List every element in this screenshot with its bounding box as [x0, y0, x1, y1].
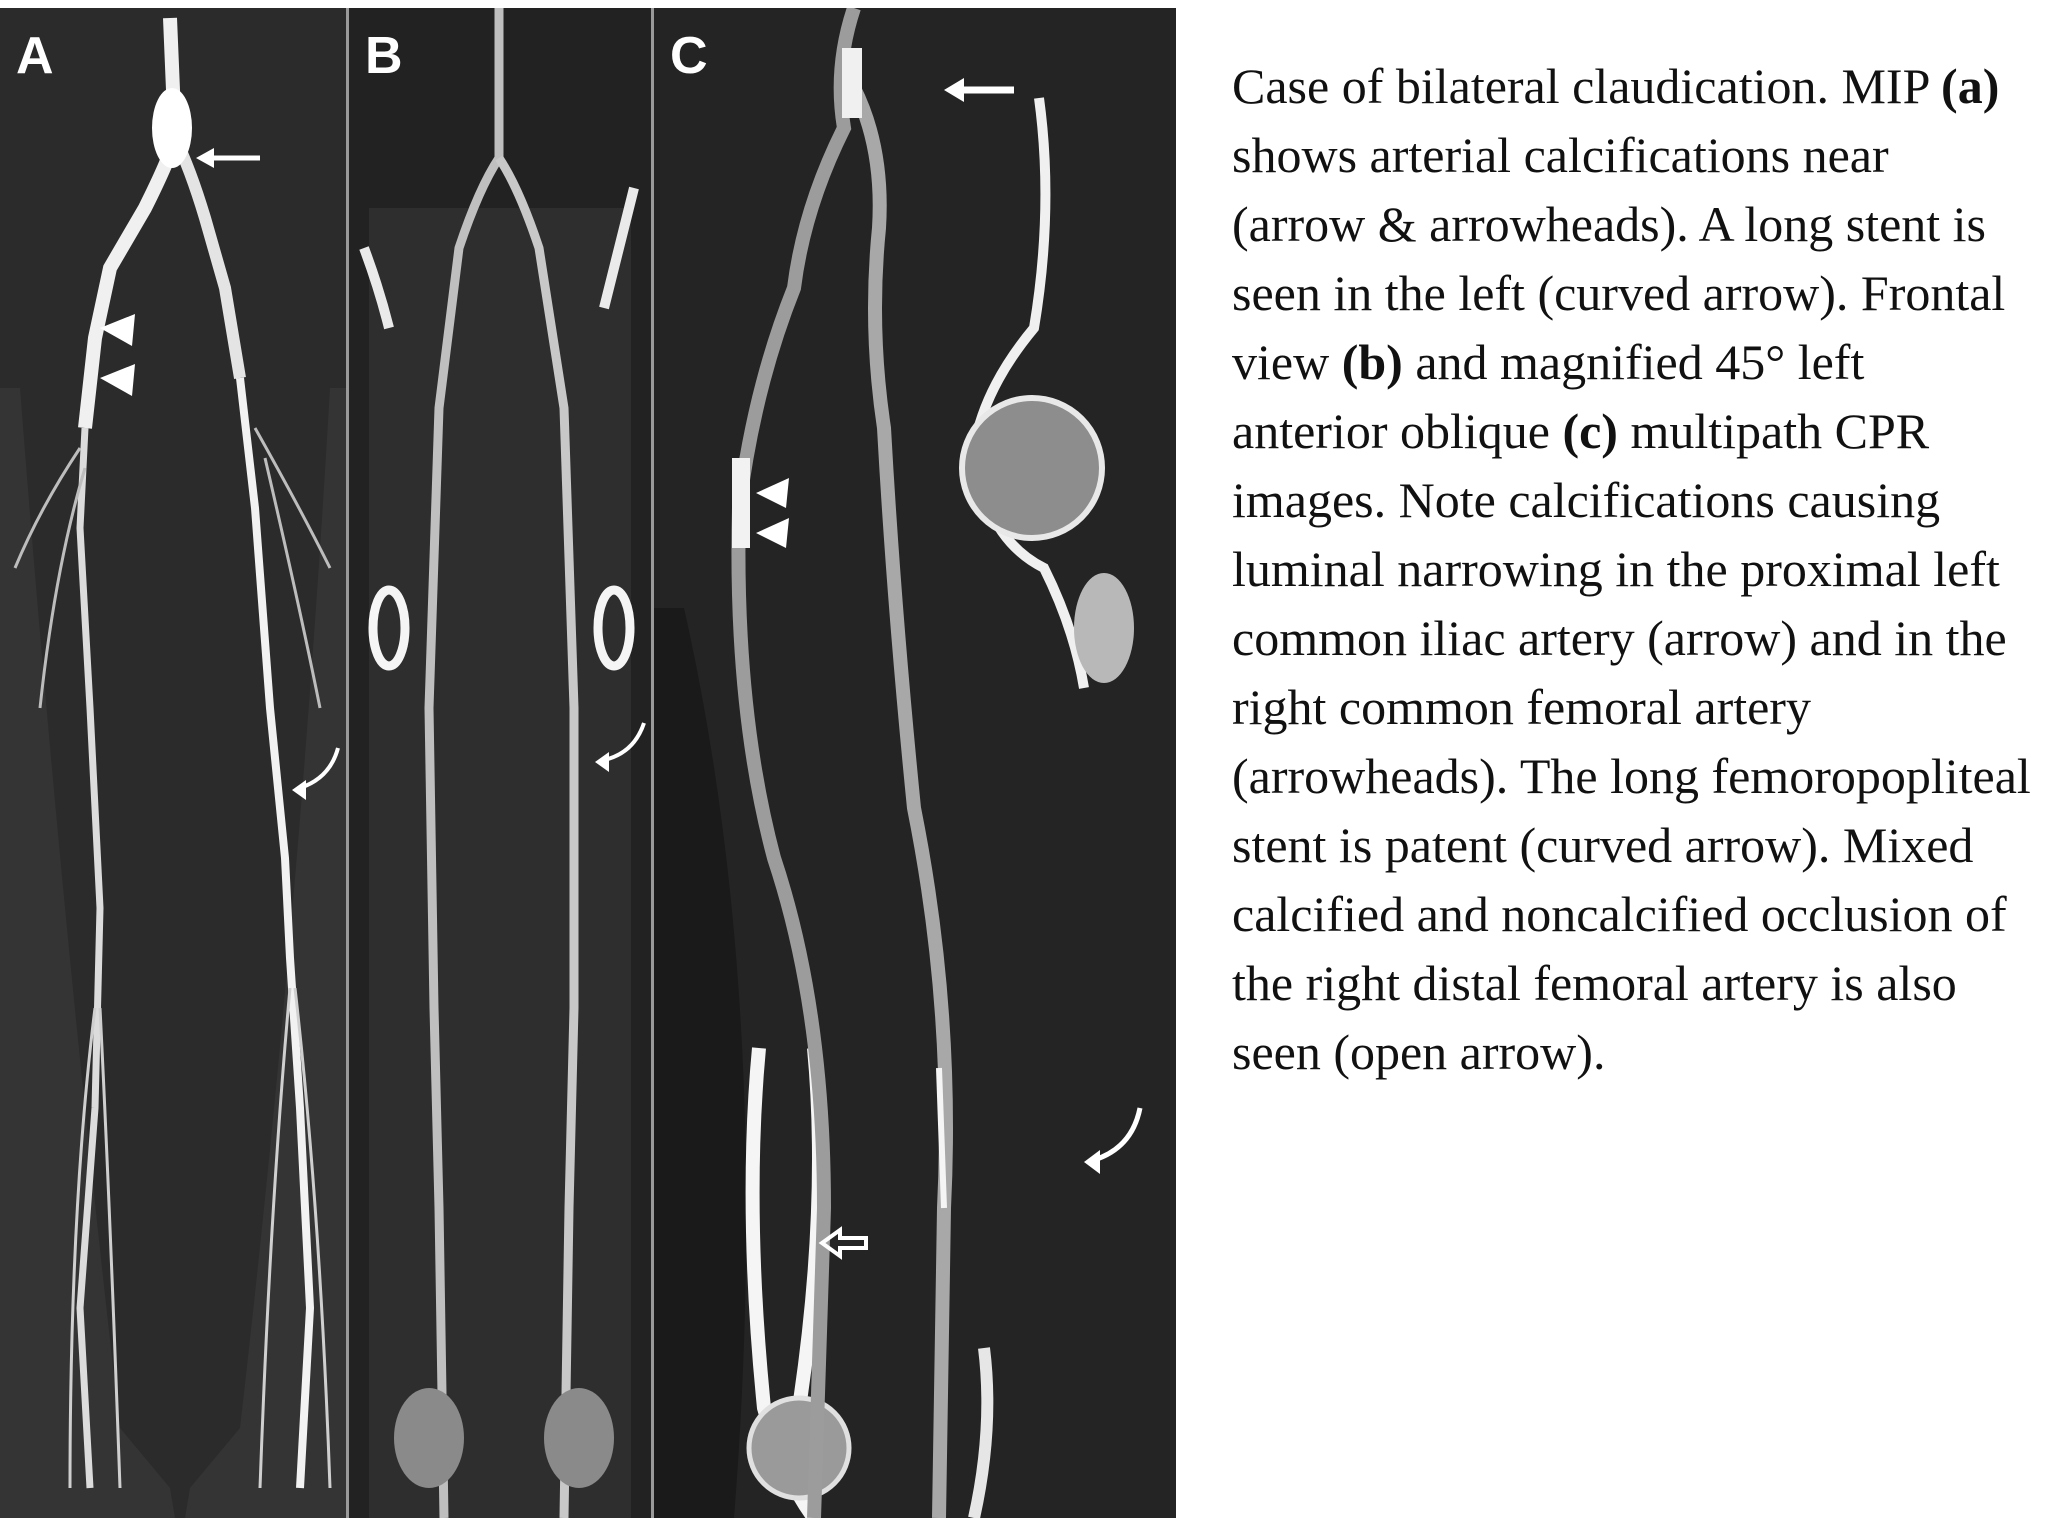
panel-b-frontal-cpr-image: [349, 8, 651, 1518]
panel-label-a: A: [16, 27, 54, 85]
caption-segment: and magnified 45° left anterior oblique: [1232, 334, 1865, 459]
caption-panel-ref-a: (a): [1941, 58, 2000, 114]
panel-c-oblique-cpr-image: [654, 8, 1176, 1518]
ct-angiography-figure: [0, 8, 1176, 1518]
panel-label-b: B: [365, 27, 403, 85]
caption-segment: shows arterial calcifications near (arrow & arrowheads). A long stent is seen in the left (curved arrow). Frontal view: [1232, 127, 2006, 390]
caption-segment: multipath CPR images. Note calcifications causing luminal narrowing in the proximal left common iliac artery (arrow) and in the right common femoral artery (arrowheads). The long femoropopliteal stent is patent (curved arrow). Mixed calcified and noncalcified occlusion of the right distal femoral artery is also seen (open arrow).: [1232, 403, 2031, 1080]
caption-panel-ref-c: (c): [1562, 403, 1618, 459]
mip-angiogram-graphic: [0, 8, 346, 1518]
caption-segment: Case of bilateral claudication. MIP: [1232, 58, 1942, 114]
oblique-cpr-graphic: [654, 8, 1176, 1518]
frontal-cpr-graphic: [349, 8, 651, 1518]
caption-panel-ref-b: (b): [1341, 334, 1403, 390]
panel-label-c: C: [670, 27, 708, 85]
panel-a-mip-image: [0, 8, 346, 1518]
figure-caption: [1232, 52, 2032, 1087]
